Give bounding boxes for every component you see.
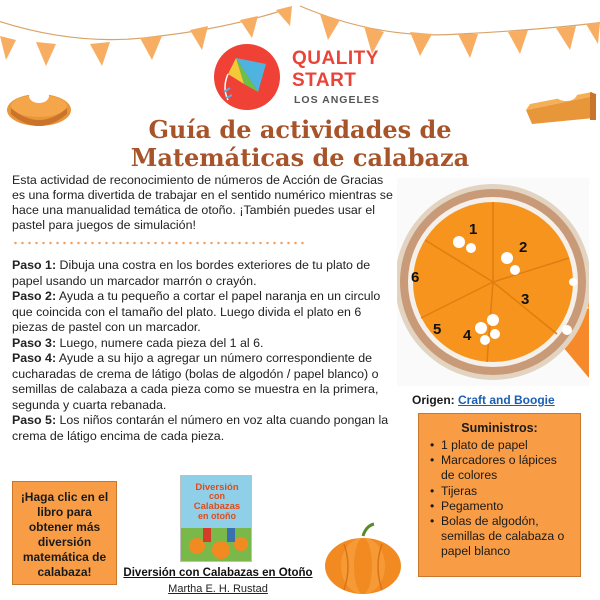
step-1 [12, 258, 397, 289]
supplies-box [418, 413, 581, 577]
slice-number: 2 [519, 239, 528, 256]
supply-item: • Bolas de algodón, semillas de calabaza o papel blanco [427, 514, 572, 560]
supplies-title: Suministros: [461, 421, 538, 435]
book-author-link[interactable]: Martha E. H. Rustad [168, 583, 268, 595]
origin-label: Origen: [412, 393, 455, 407]
step-text: Luego, numere cada pieza del 1 al 6. [56, 335, 264, 350]
slice-number: 3 [521, 291, 530, 308]
logo-start: START [292, 70, 357, 91]
supply-item: • Tijeras [427, 484, 572, 499]
book-cover-title-1: Diversión [195, 482, 239, 493]
step-text: Ayuda a tu pequeño a cortar el papel naranja en un circulo que coincida con el tamaño del plato. Luego divida el plato en 6 piezas de pastel con un marcador. [12, 289, 381, 334]
slice-number: 5 [433, 321, 442, 338]
craft-photo [397, 178, 589, 386]
slice-number: 1 [469, 221, 478, 238]
pumpkin-icon [322, 522, 404, 596]
book-cta-box: ¡Haga clic en el libro para obtener más diversión matemática de calabaza! [12, 481, 117, 585]
step-text: Ayude a su hijo a agregar un número correspondiente de cucharadas de crema de látigo (bolas de algodón / papel blanco) o semillas de calabaza a cada pieza como se muestra en la primera, segunda y cuarta rebanada. [12, 351, 379, 412]
origin-link[interactable]: Craft and Boogie [458, 393, 555, 407]
steps-list [12, 258, 397, 444]
step-text: Dibuja una costra en los bordes exteriores de tu plato de papel usando un marcador marrón o crayón. [12, 258, 371, 288]
book-title-link[interactable]: Diversión con Calabazas en Otoño [123, 567, 313, 579]
supply-item: • 1 plato de papel [427, 438, 572, 453]
step-label: Paso 5: [12, 413, 57, 427]
book-cover-title-2: con [208, 491, 226, 501]
supply-item: • Pegamento [427, 499, 572, 514]
paper-plate-pie-image [397, 178, 589, 386]
dotted-divider [12, 241, 308, 245]
step-label: Paso 4: [12, 351, 57, 365]
step-3 [12, 336, 397, 352]
book-cover[interactable] [180, 475, 252, 562]
book-cover-image [181, 476, 252, 562]
slice-number: 6 [411, 269, 420, 286]
book-cover-title-3: Calabazas [193, 501, 241, 512]
step-text: Los niños contarán el número en voz alta cuando pongan la crema de látigo encima de cada pieza. [12, 413, 389, 443]
quality-start-logo [214, 44, 400, 110]
slice-number: 4 [463, 327, 472, 344]
kite-icon [214, 44, 280, 110]
step-5 [12, 413, 397, 444]
origin-credit [412, 393, 555, 407]
step-label: Paso 3: [12, 335, 57, 350]
supplies-list [427, 438, 572, 560]
page-title-line2: Matemáticas de calabaza [130, 143, 470, 172]
page-title-line1: Guía de actividades de [148, 115, 452, 144]
logo-los-angeles: LOS ANGELES [294, 94, 380, 106]
step-label: Paso 2: [12, 289, 57, 303]
supply-item: • Marcadores o lápices de colores [427, 453, 572, 483]
step-4 [12, 351, 397, 413]
step-2 [12, 289, 397, 336]
book-cover-title-4: en otoño [198, 511, 236, 521]
intro-paragraph: Esta actividad de reconocimiento de números de Acción de Gracias es una forma divertida de trabajar en el sentido numérico mientras se hace una manualidad temática de otoño. ¡También puedes usar el pastel para juegos de simulación! [12, 173, 393, 232]
step-label: Paso 1: [12, 258, 57, 272]
logo-quality: QUALITY [292, 48, 379, 69]
